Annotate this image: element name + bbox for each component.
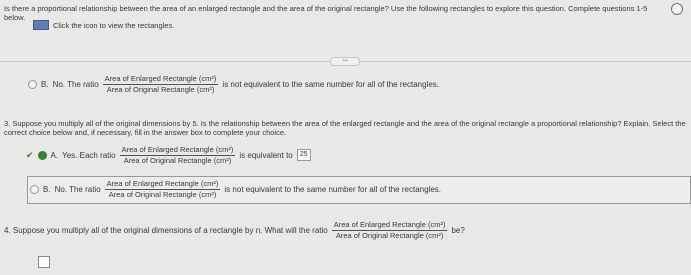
help-icon[interactable]	[671, 3, 683, 15]
ratio-fraction: $\frac{\text{Area of Enlarged Rectangle (cm²)}}{\text{Area of Original Rectangle (cm²)}}$	[106, 179, 219, 199]
q3-option-a-lead: Yes. Each ratio	[62, 150, 116, 160]
ratio-fraction: $\frac{\text{Area of Enlarged Rectangle (cm²)}}{\text{Area of Original Rectangle (cm²)}}$	[333, 220, 446, 240]
q3-option-b[interactable]	[30, 180, 441, 198]
prev-option-b[interactable]	[28, 75, 439, 93]
q4-answer-input[interactable]	[38, 256, 50, 268]
view-rectangles-label: Click the icon to view the rectangles.	[53, 20, 175, 30]
q3-option-a-tail: is equivalent to	[239, 150, 293, 160]
view-rectangles-link[interactable]	[33, 20, 174, 30]
prev-option-b-radio[interactable]	[28, 80, 37, 89]
q3-option-b-radio[interactable]	[30, 185, 39, 194]
q3-answer-box[interactable]: 25	[297, 149, 311, 161]
ratio-fraction: $\frac{\text{Area of Enlarged Rectangle (cm²)}}{\text{Area of Original Rectangle (cm²)}}$	[104, 74, 217, 94]
q3-option-a[interactable]	[26, 146, 311, 164]
fraction-numerator: Area of Enlarged Rectangle	[104, 74, 197, 83]
prev-option-b-tail: is not equivalent to the same number for all of the rectangles.	[222, 79, 439, 89]
q3-option-b-lead: No. The ratio	[54, 184, 101, 194]
q3-option-a-letter: A.	[50, 150, 59, 160]
question-4-text: 4. Suppose you multiply all of the original dimensions of a rectangle by n. What will the ratio	[4, 225, 328, 235]
q3-option-a-radio[interactable]	[38, 151, 47, 160]
question-4-tail: be?	[451, 225, 465, 235]
q3-option-b-letter: B.	[43, 184, 51, 194]
intro-text: Is there a proportional relationship between the area of an enlarged rectangle and the area of the original rectangle? Use the following rectangles to explore this question. Complete questions 1-5 below.	[4, 4, 648, 22]
q3-option-b-tail: is not equivalent to the same number for all of the rectangles.	[224, 184, 441, 194]
prev-option-b-letter: B.	[41, 79, 49, 89]
checkmark-icon: ✔	[26, 149, 34, 160]
collapse-handle[interactable]: •••	[330, 57, 360, 66]
question-3-text: 3. Suppose you multiply all of the original dimensions by 5. Is the relationship between the area of the enlarged rectangle and the area of the original rectangle a proportional relationship? Explain. Select the correct choice below and, if necessary, fill in the answer box to complete your choice.	[4, 119, 686, 137]
prev-option-b-lead: No. The ratio	[52, 79, 99, 89]
rectangles-icon[interactable]	[33, 20, 49, 30]
ratio-fraction: $\frac{\text{Area of Enlarged Rectangle (cm²)}}{\text{Area of Original Rectangle (cm²)}}$	[121, 145, 234, 165]
question-4	[4, 221, 465, 239]
fraction-denominator: Area of Original Rectangle	[106, 84, 195, 94]
